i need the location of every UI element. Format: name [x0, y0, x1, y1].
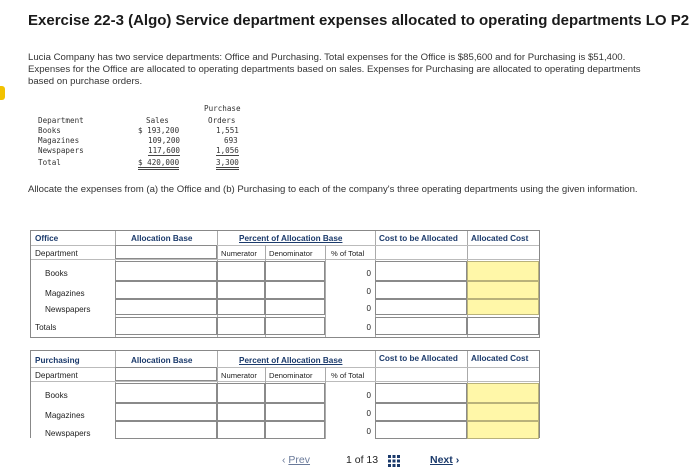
purchasing-base-magazines-input[interactable] [115, 403, 217, 421]
office-row-magazines: Magazines [45, 289, 85, 298]
purchasing-denominator-newspapers-input[interactable] [265, 421, 325, 439]
office-base-department-input[interactable] [115, 245, 217, 259]
office-col-allocated-cost: Allocated Cost [471, 234, 529, 243]
next-button[interactable] [430, 454, 459, 466]
row-total-orders: 3,300 [216, 158, 239, 170]
purchasing-cost-newspapers-input[interactable] [375, 421, 467, 439]
purchasing-sub-pct: % of Total [331, 371, 365, 380]
office-cost-newspapers-input[interactable] [375, 299, 467, 315]
purchasing-allocation-table [30, 350, 540, 438]
office-pct-newspapers: 0 [366, 304, 371, 313]
office-base-newspapers-input[interactable] [115, 299, 217, 315]
office-section-label: Office [35, 234, 59, 243]
header-department: Department [38, 116, 84, 125]
row-magazines-sales: 109,200 [148, 136, 181, 145]
header-orders: Orders [208, 116, 236, 125]
question-marker [0, 86, 5, 100]
chevron-left-icon: ‹ [282, 454, 286, 466]
purchasing-base-books-input[interactable] [115, 383, 217, 403]
office-base-books-input[interactable] [115, 261, 217, 281]
purchasing-sub-numerator: Numerator [221, 371, 257, 380]
row-newspapers-label: Newspapers [38, 146, 84, 155]
purchasing-col-percent: Percent of Allocation Base [239, 356, 343, 365]
purchasing-row-magazines: Magazines [45, 411, 85, 420]
office-cost-books-input[interactable] [375, 261, 467, 281]
purchasing-row-department: Department [35, 371, 78, 380]
row-total-sales: $ 420,000 [138, 158, 179, 170]
row-magazines-label: Magazines [38, 136, 80, 145]
row-books-orders: 1,551 [216, 126, 239, 135]
row-books-label: Books [38, 126, 61, 135]
purchasing-col-allocation-base: Allocation Base [131, 356, 193, 365]
row-books-sales: $ 193,200 [138, 126, 180, 135]
purchasing-pct-newspapers: 0 [366, 427, 371, 436]
purchasing-base-newspapers-input[interactable] [115, 421, 217, 439]
next-label: Next [430, 454, 453, 466]
office-numerator-newspapers-input[interactable] [217, 299, 265, 315]
office-row-books: Books [45, 269, 68, 278]
row-total-label: Total [38, 158, 61, 167]
office-numerator-magazines-input[interactable] [217, 281, 265, 299]
prev-label: Prev [288, 454, 311, 466]
grid-icon[interactable] [388, 455, 400, 467]
pagination [0, 454, 700, 472]
office-numerator-books-input[interactable] [217, 261, 265, 281]
purchasing-denominator-books-input[interactable] [265, 383, 325, 403]
office-sub-pct: % of Total [331, 249, 365, 258]
office-base-magazines-input[interactable] [115, 281, 217, 299]
chevron-right-icon: › [455, 454, 460, 466]
purchasing-pct-books: 0 [366, 391, 371, 400]
office-allocated-books-input[interactable] [467, 261, 539, 281]
purchasing-section-label: Purchasing [35, 356, 80, 365]
purchasing-cost-books-input[interactable] [375, 383, 467, 403]
office-denominator-newspapers-input[interactable] [265, 299, 325, 315]
office-allocation-table [30, 230, 540, 338]
office-base-totals-input[interactable] [115, 317, 217, 335]
office-col-percent: Percent of Allocation Base [239, 234, 343, 243]
office-col-cost-to-allocate: Cost to be Allocated [379, 234, 458, 243]
purchasing-denominator-magazines-input[interactable] [265, 403, 325, 421]
office-row-totals: Totals [35, 323, 57, 332]
purchasing-numerator-magazines-input[interactable] [217, 403, 265, 421]
office-numerator-totals-input[interactable] [217, 317, 265, 335]
purchasing-base-department-input[interactable] [115, 367, 217, 381]
purchasing-col-allocated-cost: Allocated Cost [471, 354, 529, 363]
purchasing-numerator-newspapers-input[interactable] [217, 421, 265, 439]
purchasing-row-books: Books [45, 391, 68, 400]
prev-button[interactable] [282, 454, 310, 466]
problem-prompt: Lucia Company has two service departments: Office and Purchasing. Total expenses for the Office is $85,600 and for Purchasing is $51,400. Expenses for the Office are allocated to operating departments based on sales. Expenses for Purchasing are allocated to operating departments based on purchase orders. [28, 52, 641, 87]
row-newspapers-sales: 117,600 [148, 146, 181, 155]
purchasing-cost-magazines-input[interactable] [375, 403, 467, 421]
purchasing-sub-denominator: Denominator [269, 371, 313, 380]
office-sub-denominator: Denominator [269, 249, 313, 258]
office-allocated-totals-input[interactable] [467, 317, 539, 335]
office-pct-books: 0 [366, 269, 371, 278]
purchasing-numerator-books-input[interactable] [217, 383, 265, 403]
instruction-text: Allocate the expenses from (a) the Office and (b) Purchasing to each of the company's three operating departments using the given information. [28, 184, 638, 195]
header-sales: Sales [146, 116, 169, 125]
page-title: Exercise 22-3 (Algo) Service department expenses allocated to operating departments LO P2 [28, 12, 690, 29]
office-allocated-magazines-input[interactable] [467, 281, 539, 299]
purchasing-row-newspapers: Newspapers [45, 429, 91, 438]
purchasing-allocated-magazines-input[interactable] [467, 403, 539, 421]
row-newspapers-orders: 1,056 [216, 146, 239, 155]
purchasing-allocated-newspapers-input[interactable] [467, 421, 539, 439]
office-cost-magazines-input[interactable] [375, 281, 467, 299]
purchasing-col-cost-to-allocate: Cost to be Allocated [379, 354, 458, 363]
office-row-department: Department [35, 249, 78, 258]
office-row-newspapers: Newspapers [45, 305, 91, 314]
office-sub-numerator: Numerator [221, 249, 257, 258]
office-denominator-books-input[interactable] [265, 261, 325, 281]
office-pct-totals: 0 [366, 323, 371, 332]
office-allocated-newspapers-input[interactable] [467, 299, 539, 315]
office-col-allocation-base: Allocation Base [131, 234, 193, 243]
header-purchase: Purchase [204, 104, 241, 113]
purchasing-pct-magazines: 0 [366, 409, 371, 418]
page-position: 1 of 13 [346, 454, 379, 466]
office-pct-magazines: 0 [366, 287, 371, 296]
office-denominator-magazines-input[interactable] [265, 281, 325, 299]
row-magazines-orders: 693 [224, 136, 238, 145]
office-denominator-totals-input[interactable] [265, 317, 325, 335]
purchasing-allocated-books-input[interactable] [467, 383, 539, 403]
office-cost-totals-input[interactable] [375, 317, 467, 335]
